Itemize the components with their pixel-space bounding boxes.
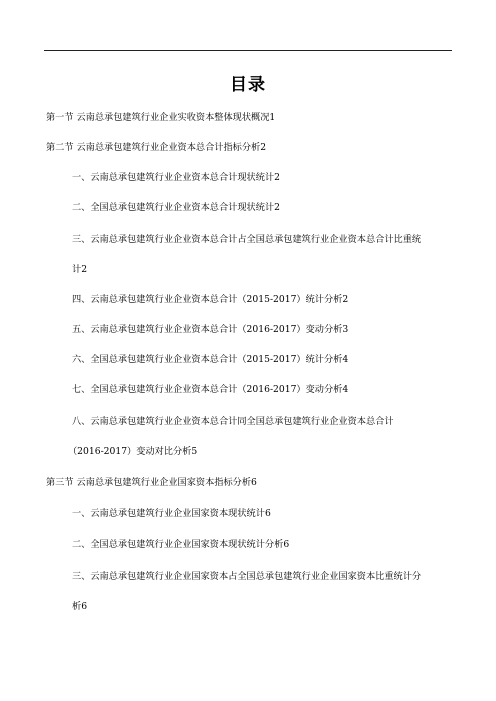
toc-entry-10-line1[interactable]: 八、云南总承包建筑行业企业资本总合计同全国总承包建筑行业企业资本总合计 (72, 416, 394, 427)
toc-entry-text: 二、全国总承包建筑行业企业国家资本现状统计分析 (72, 539, 284, 550)
toc-entry-text: （2016-2017）变动对比分析 (68, 446, 192, 457)
toc-entry-text: 二、全国总承包建筑行业企业资本总合计现状统计 (72, 202, 275, 213)
toc-entry-4[interactable] (72, 202, 452, 214)
toc-entry-10[interactable] (68, 446, 452, 458)
toc-page-number: 2 (274, 172, 280, 183)
toc-page-number: 6 (264, 508, 271, 519)
toc-page-number: 2 (274, 202, 280, 213)
toc-entry-8[interactable] (72, 354, 452, 366)
page-title: 目录 (230, 75, 266, 95)
header-rule (44, 50, 452, 51)
toc-entry-text: 六、全国总承包建筑行业企业资本总合计（2015-2017）统计分析 (72, 354, 343, 365)
toc-entry-text: 析 (72, 601, 82, 612)
toc-page-number: 2 (342, 294, 349, 305)
toc-entry-text: 四、云南总承包建筑行业企业资本总合计（2015-2017）统计分析 (72, 294, 343, 305)
toc-page-number: 5 (191, 446, 198, 457)
toc-page-number: 4 (342, 354, 349, 365)
toc-page-number: 1 (269, 112, 276, 123)
toc-entry-9[interactable] (72, 384, 452, 396)
toc-entry-6[interactable] (72, 294, 452, 306)
toc-entry-text: 一、云南总承包建筑行业企业国家资本现状统计 (72, 508, 265, 519)
toc-entry-text: 一、云南总承包建筑行业企业资本总合计现状统计 (72, 172, 275, 183)
toc-entry-5[interactable] (72, 264, 452, 276)
toc-page-number: 6 (283, 539, 290, 550)
toc-entry-text: 第三节 云南总承包建筑行业企业国家资本指标分析 (46, 477, 252, 488)
toc-page-number: 2 (81, 264, 88, 275)
toc-entry-14-line1[interactable]: 三、云南总承包建筑行业企业国家资本占全国总承包建筑行业企业国家资本比重统计分 (72, 571, 422, 582)
toc-page-number: 3 (342, 324, 349, 335)
toc-entry-5-line1[interactable]: 三、云南总承包建筑行业企业资本总合计占全国总承包建筑行业企业资本总合计比重统 (72, 234, 422, 245)
toc-entry-text: 计 (72, 264, 82, 275)
toc-page-number: 6 (251, 477, 257, 488)
toc-page-number: 6 (81, 601, 88, 612)
toc-entry-text: 第二节 云南总承包建筑行业企业资本总合计指标分析 (46, 142, 261, 153)
toc-entry-text: 七、全国总承包建筑行业企业资本总合计（2016-2017）变动分析 (72, 384, 343, 395)
toc-entry-14[interactable] (72, 601, 452, 613)
toc-entry-13[interactable] (72, 539, 452, 551)
toc-page-number: 4 (342, 384, 349, 395)
toc-entry-text: 第一节 云南总承包建筑行业企业实收资本整体现状概况 (46, 112, 270, 123)
toc-page-number: 2 (260, 142, 267, 153)
toc-entry-1[interactable] (46, 112, 452, 124)
toc-entry-7[interactable] (72, 324, 452, 336)
toc-entry-text: 五、云南总承包建筑行业企业资本总合计（2016-2017）变动分析 (72, 324, 343, 335)
toc-entry-3[interactable] (72, 172, 452, 184)
toc-entry-2[interactable] (46, 142, 452, 154)
toc-entry-12[interactable] (72, 508, 452, 520)
toc-entry-11[interactable] (46, 477, 452, 489)
